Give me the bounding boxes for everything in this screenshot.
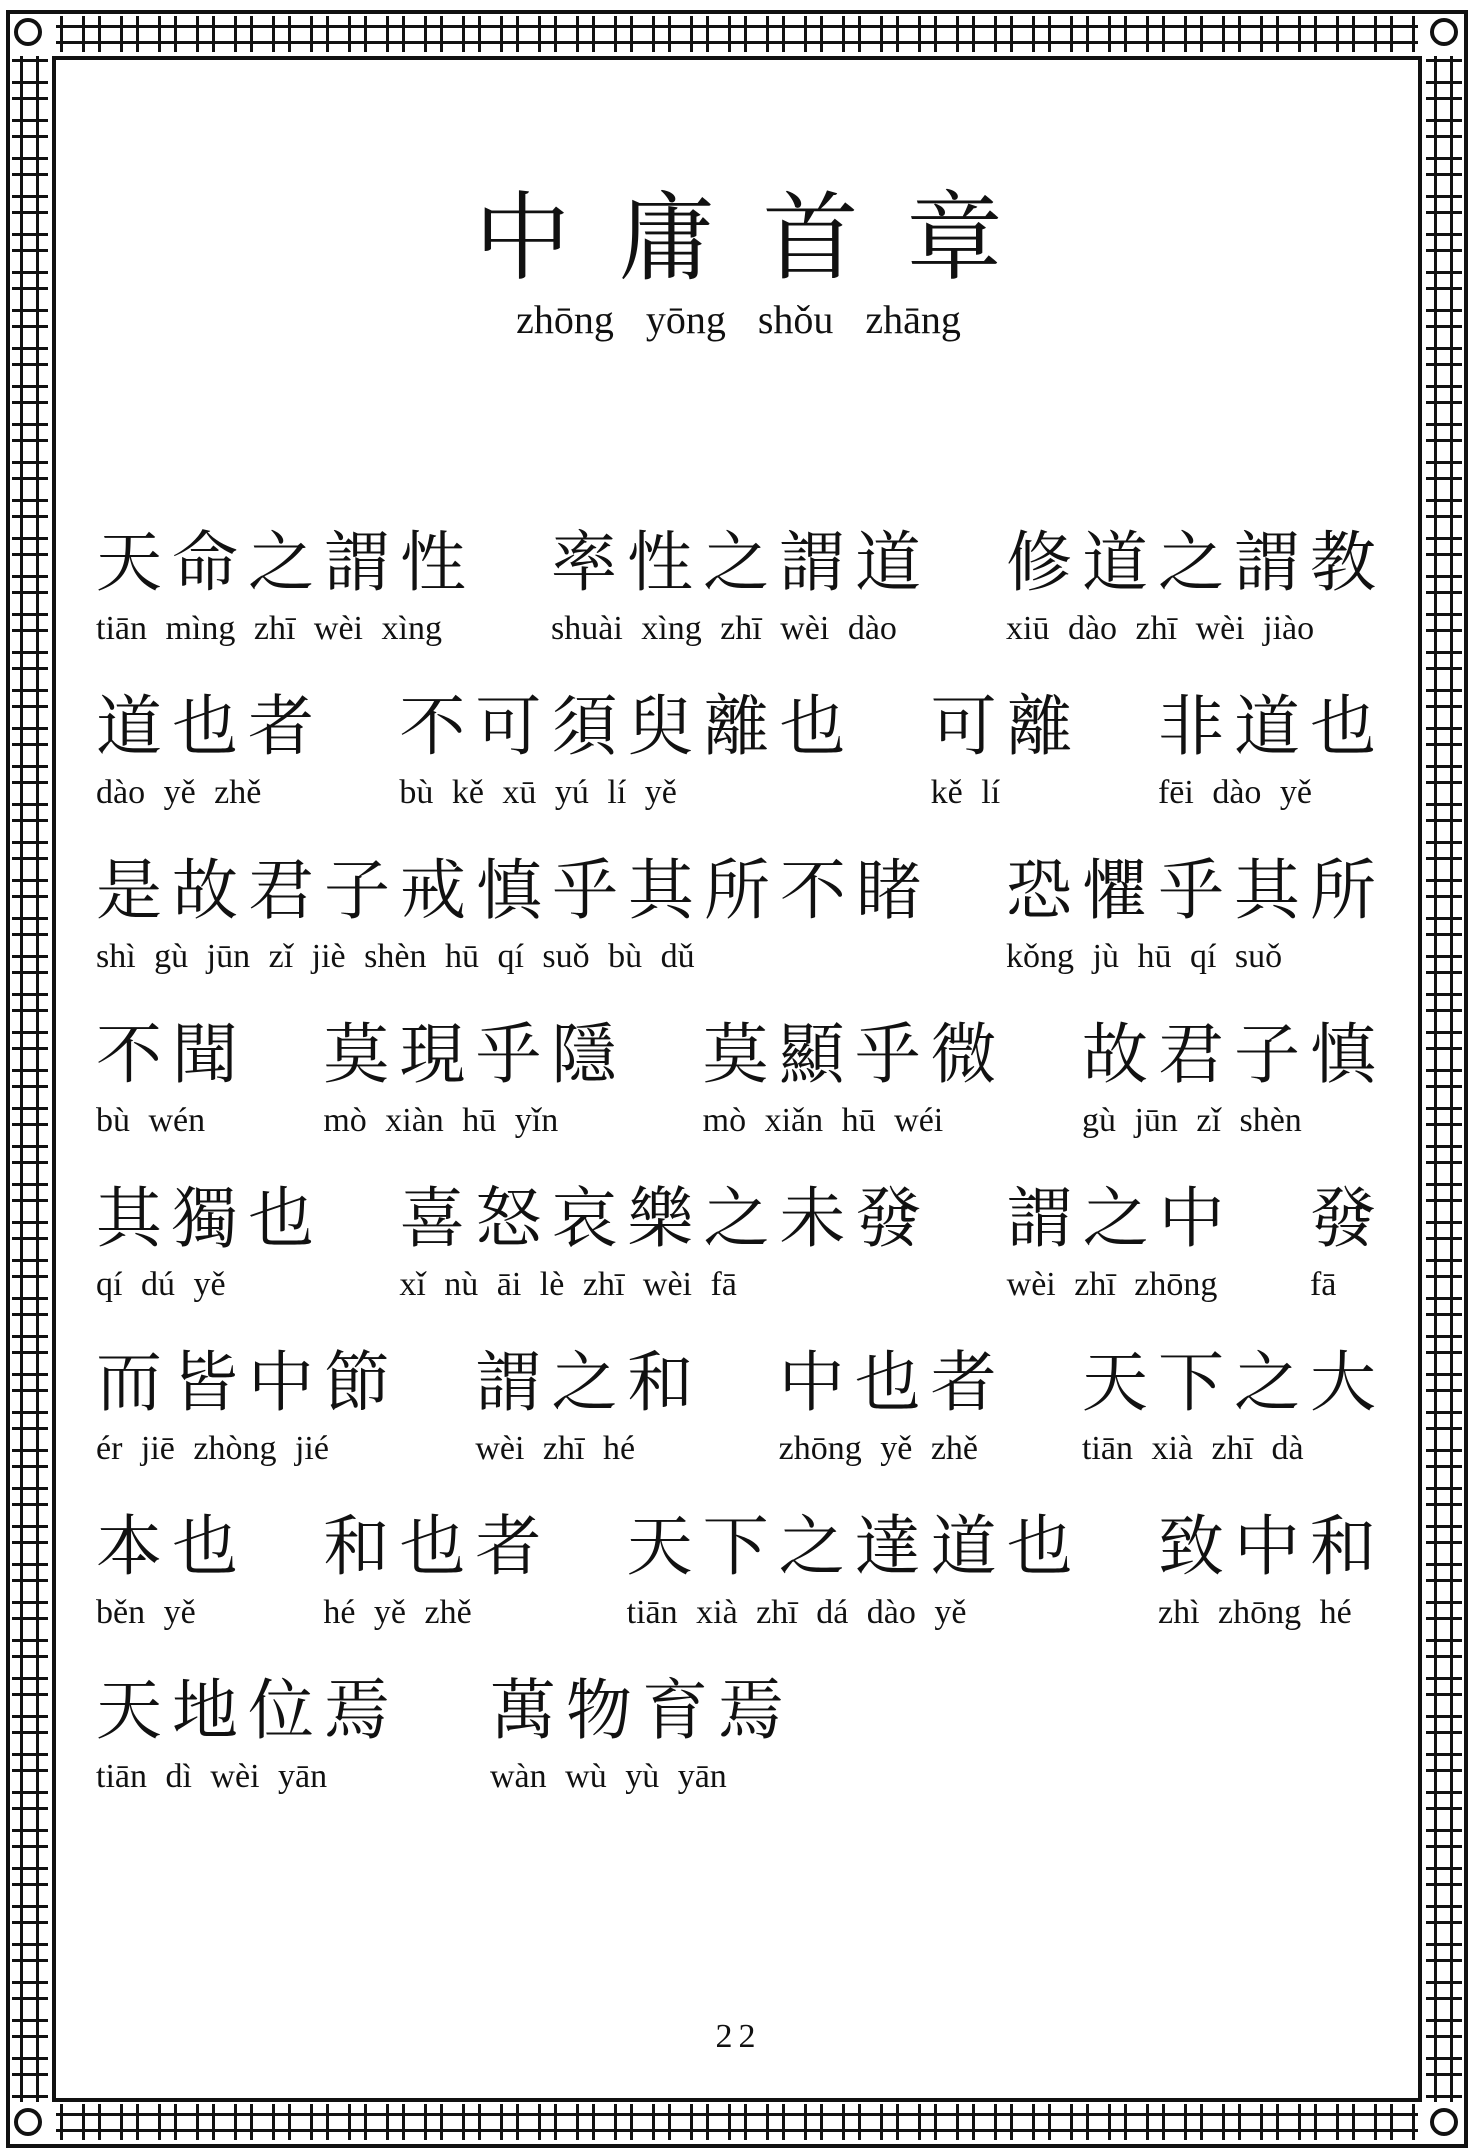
phrase-hanzi: 中也者 [778, 1344, 1007, 1421]
phrase-pinyin: kě lí [930, 774, 1001, 811]
phrase-pinyin: xiū dào zhī wèi jiào [1006, 610, 1315, 647]
phrase-hanzi: 致中和 [1157, 1508, 1386, 1585]
text-line [96, 1344, 1386, 1514]
phrase [1081, 1016, 1386, 1186]
corner-ornament-icon [1430, 2108, 1458, 2136]
phrase-hanzi: 天地位焉 [96, 1672, 400, 1749]
phrase [96, 1508, 248, 1678]
phrase-pinyin: mò xiàn hū yǐn [323, 1102, 559, 1139]
phrase [1157, 1508, 1386, 1678]
phrase [626, 1508, 1083, 1678]
phrase-pinyin: xǐ nù āi lè zhī wèi fā [399, 1266, 737, 1303]
phrase [475, 1344, 704, 1514]
phrase-hanzi: 不聞 [96, 1016, 248, 1093]
greek-key-border-right [1426, 56, 1462, 2102]
corner-ornament-icon [14, 18, 42, 46]
phrase-pinyin: qí dú yě [96, 1266, 226, 1303]
phrase [96, 1016, 248, 1186]
text-line [96, 524, 1386, 694]
phrase-pinyin: tiān dì wèi yān [96, 1758, 328, 1795]
phrase-pinyin: wèi zhī zhōng [1006, 1266, 1218, 1303]
phrase [323, 1508, 552, 1678]
phrase [323, 1016, 628, 1186]
phrase-pinyin: hé yě zhě [323, 1594, 472, 1631]
phrase [1006, 852, 1386, 1022]
phrase [702, 1016, 1007, 1186]
phrase-hanzi: 天下之達道也 [626, 1508, 1083, 1585]
phrase-pinyin: shì gù jūn zǐ jiè shèn hū qí suǒ bù dǔ [96, 938, 695, 975]
phrase [1309, 1180, 1386, 1350]
phrase-pinyin: bù kě xū yú lí yě [399, 774, 677, 811]
phrase-hanzi: 發 [1309, 1180, 1386, 1257]
phrase-hanzi: 修道之謂教 [1006, 524, 1386, 601]
phrase-pinyin: fā [1309, 1266, 1337, 1303]
phrase-pinyin: mò xiǎn hū wéi [702, 1102, 944, 1139]
phrase-pinyin: fēi dào yě [1157, 774, 1313, 811]
phrase-pinyin: kǒng jù hū qí suǒ [1006, 938, 1283, 975]
greek-key-border-left [12, 56, 48, 2102]
phrase-pinyin: shuài xìng zhī wèi dào [551, 610, 897, 647]
phrase [399, 1180, 932, 1350]
chapter-title [0, 182, 1477, 343]
phrase-pinyin: tiān mìng zhī wèi xìng [96, 610, 442, 647]
phrase [551, 524, 931, 694]
phrase-hanzi: 謂之中 [1006, 1180, 1235, 1257]
chapter-title-pinyin: zhōng yōng shǒu zhāng [516, 297, 961, 342]
phrase [96, 688, 324, 858]
phrase [1006, 1180, 1235, 1350]
phrase-pinyin: běn yě [96, 1594, 196, 1631]
phrase-pinyin: wàn wù yù yān [490, 1758, 727, 1795]
text-line [96, 1672, 1386, 1842]
phrase-hanzi: 率性之謂道 [551, 524, 931, 601]
text-line [96, 1180, 1386, 1350]
greek-key-border-bottom [56, 2104, 1418, 2140]
phrase-hanzi: 而皆中節 [96, 1344, 400, 1421]
greek-key-border-top [56, 16, 1418, 52]
phrase-hanzi: 非道也 [1157, 688, 1386, 765]
phrase [1006, 524, 1386, 694]
phrase-hanzi: 莫顯乎微 [702, 1016, 1007, 1093]
text-line [96, 688, 1386, 858]
phrase-hanzi: 是故君子戒慎乎其所不睹 [96, 852, 932, 929]
corner-ornament-icon [1430, 18, 1458, 46]
corner-ornament-icon [14, 2108, 42, 2136]
phrase [96, 524, 476, 694]
page-number: 22 [715, 2018, 762, 2055]
text-line [96, 852, 1386, 1022]
phrase [778, 1344, 1007, 1514]
phrase-pinyin: tiān xià zhī dá dào yě [626, 1594, 967, 1631]
phrase-pinyin: bù wén [96, 1102, 206, 1139]
phrase [1081, 1344, 1386, 1514]
phrase-hanzi: 謂之和 [475, 1344, 704, 1421]
phrase-hanzi: 道也者 [96, 688, 324, 765]
phrase-hanzi: 本也 [96, 1508, 248, 1585]
phrase [930, 688, 1083, 858]
phrase-pinyin: zhì zhōng hé [1157, 1594, 1352, 1631]
phrase-hanzi: 莫現乎隱 [323, 1016, 628, 1093]
phrase [96, 1344, 400, 1514]
phrase-pinyin: dào yě zhě [96, 774, 262, 811]
phrase [399, 688, 856, 858]
text-line [96, 1016, 1386, 1186]
phrase [96, 1180, 324, 1350]
phrase-hanzi: 喜怒哀樂之未發 [399, 1180, 932, 1257]
phrase [96, 1672, 400, 1842]
phrase-hanzi: 其獨也 [96, 1180, 324, 1257]
text-body [96, 524, 1386, 1842]
phrase-pinyin: ér jiē zhòng jié [96, 1430, 329, 1467]
phrase-hanzi: 天命之謂性 [96, 524, 476, 601]
text-line [96, 1508, 1386, 1678]
phrase [96, 852, 932, 1022]
phrase-hanzi: 不可須臾離也 [399, 688, 856, 765]
phrase-hanzi: 萬物育焉 [490, 1672, 794, 1749]
phrase-hanzi: 故君子慎 [1081, 1016, 1386, 1093]
phrase [1157, 688, 1386, 858]
phrase-pinyin: tiān xià zhī dà [1081, 1430, 1304, 1467]
phrase-pinyin: wèi zhī hé [475, 1430, 636, 1467]
phrase [490, 1672, 794, 1842]
phrase-pinyin: gù jūn zǐ shèn [1081, 1102, 1302, 1139]
phrase-pinyin: zhōng yě zhě [778, 1430, 979, 1467]
chapter-title-hanzi: 中庸首章 [474, 182, 1051, 294]
phrase-hanzi: 可離 [930, 688, 1083, 765]
phrase-hanzi: 天下之大 [1081, 1344, 1386, 1421]
phrase-hanzi: 和也者 [323, 1508, 552, 1585]
phrase-hanzi: 恐懼乎其所 [1006, 852, 1386, 929]
